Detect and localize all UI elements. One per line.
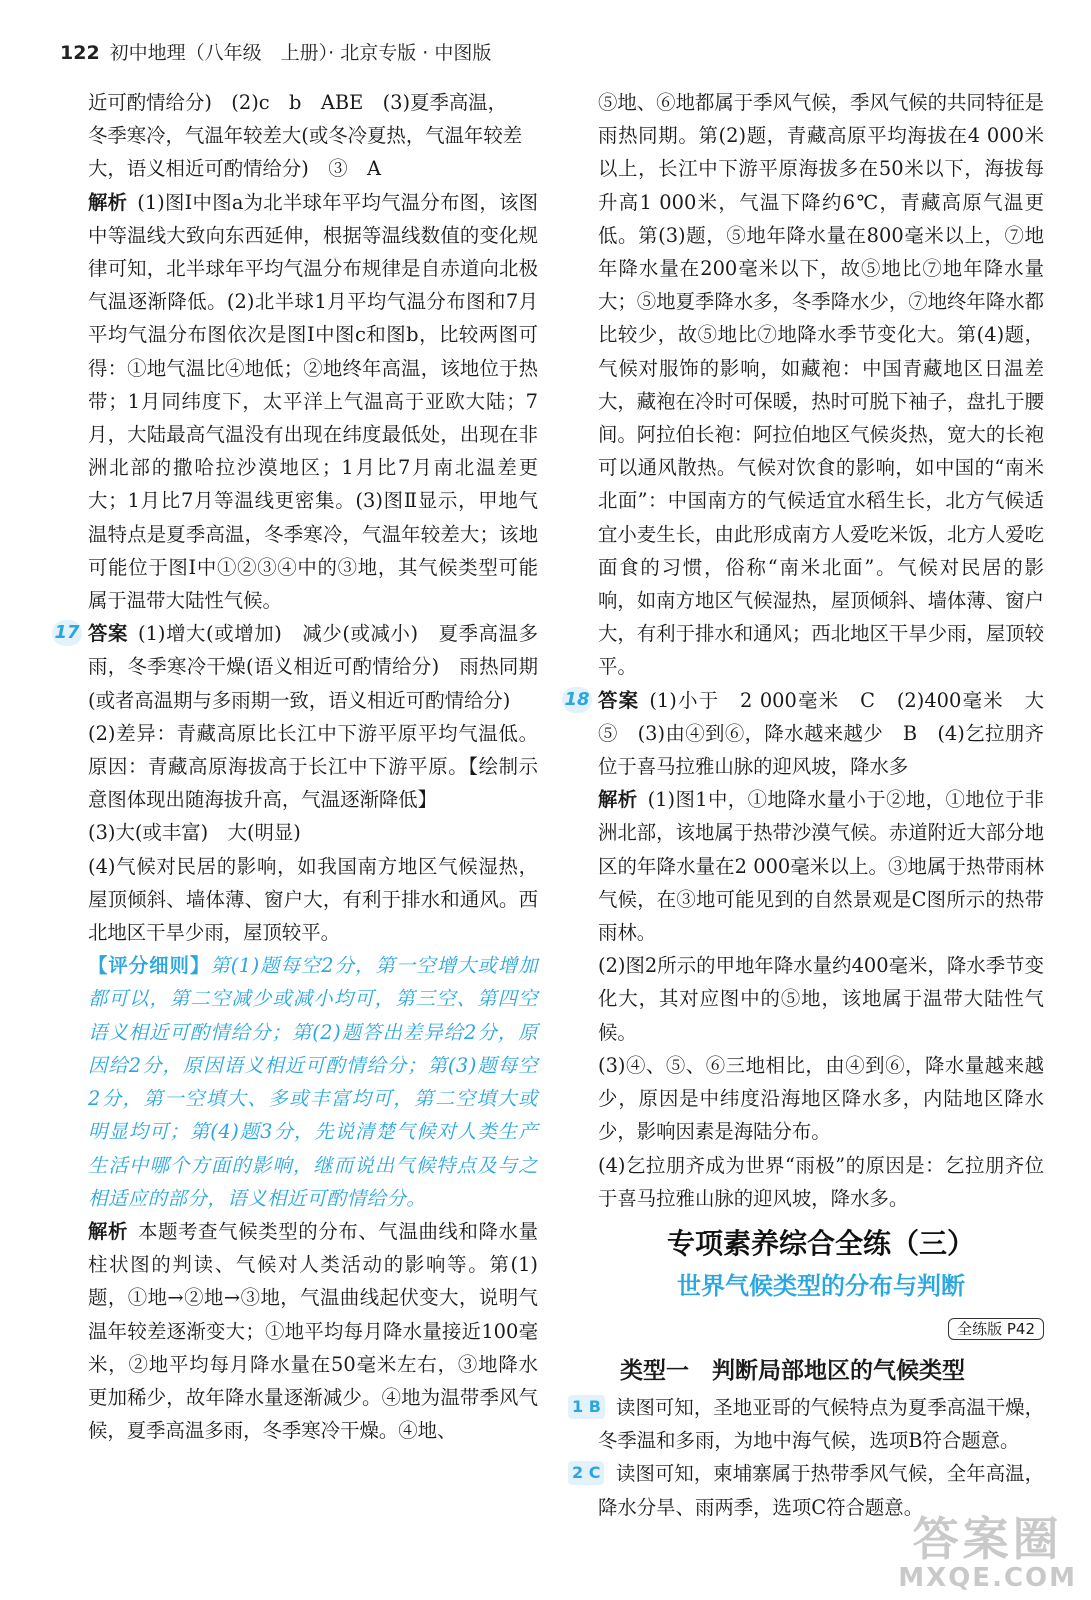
- item-text: 读图可知，圣地亚哥的气候特点为夏季高温干燥，冬季温和多雨，为地中海气候，选项B符合题意。: [598, 1395, 1044, 1453]
- answer-18: [564, 684, 1064, 784]
- continued-line: 近可酌情给分) (2)c b ABE (3)夏季高温，: [88, 91, 508, 114]
- grading-rubric: [88, 949, 538, 1215]
- question-number-badge: 18: [562, 687, 592, 713]
- reference-row: [598, 1311, 1044, 1337]
- analysis-label: 解析: [598, 788, 638, 812]
- analysis-text: (1)图1中，①地降水量小于②地，①地位于非洲北部，该地属于热带沙漠气候。赤道附近大部分地区的年降水量在2 000毫米以上。③地属于热带雨林气候，在③地可能见到的自然景观是C图所示的热带雨林。: [598, 788, 1045, 945]
- watermark-url: MXQE.COM: [898, 1563, 1077, 1593]
- book-title: 初中地理（八年级 上册）· 北京专版 · 中图版: [109, 42, 492, 64]
- analysis-18-part2: (2)图2所示的甲地年降水量约400毫米，降水季节变化大，其对应图中的⑤地，该地属于温带大陆性气候。: [598, 954, 1044, 1044]
- answer-text: (1)小于 2 000毫米 C (2)400毫米 大 ⑤ (3)由④到⑥，降水越来越少 B (4)乞拉朋齐位于喜马拉雅山脉的迎风坡，降水多: [598, 688, 1064, 779]
- item-1: [572, 1391, 1044, 1457]
- watermark-logo: [898, 1514, 1077, 1592]
- analysis-18: [598, 783, 1044, 949]
- page-number: 122: [60, 42, 100, 64]
- analysis-18-part4: (4)乞拉朋齐成为世界“雨极”的原因是：乞拉朋齐位于喜马拉雅山脉的迎风坡，降水多。: [598, 1153, 1044, 1210]
- answer-label: 答案: [598, 688, 640, 712]
- question-number-badge: 17: [52, 620, 82, 646]
- analysis-text: 本题考查气候类型的分布、气温曲线和降水量柱状图的判读、气候对人类活动的影响等。第(1)题，①地→②地→③地，气温曲线起伏变大，说明气温年较差逐渐变大；①地平均每月降水量接近100毫米，②地平均每月降水量在50毫米左右，③地降水更加稀少，故年降水量逐渐减少。④地为温带季风气候，夏季高温多雨，冬季寒冷干燥。④地、: [88, 1219, 539, 1443]
- left-column: [54, 86, 539, 1447]
- analysis-17-continued: ⑤地、⑥地都属于季风气候，季风气候的共同特征是雨热同期。第(2)题，青藏高原平均海拔在4 000米以上，长江中下游平原海拔多在50米以下，海拔每升高1 000米，气温下降约6℃，青藏高原气温更低。第(3)题，⑤地年降水量在800毫米以上，⑦地年降水量在200毫米以下，故⑤地比⑦地年降水量大；⑤地夏季降水多，冬季降水少，⑦地终年降水都比较少，故⑤地比⑦地降水季节变化大。第(4)题，气候对服饰的影响，如藏袍：中国青藏地区日温差大，藏袍在冷时可保暖，热时可脱下袖子，盘扎于腰间。阿拉伯长袍：阿拉伯地区气候炎热，宽大的长袍可以通风散热。气候对饮食的影响，如中国的“南米北面”：中国南方的气候适宜水稻生长，北方气候适宜小麦生长，由此形成南方人爱吃米饭，北方人爱吃面食的习惯，俗称“南米北面”。气候对民居的影响，如南方地区气候湿热，屋顶倾斜、墙体薄、窗户大，有利于排水和通风；西北地区干旱少雨，屋顶较平。: [598, 91, 1044, 679]
- item-number-badge: 2 C: [568, 1461, 604, 1485]
- grading-text: 第(1)题每空2分，第一空增大或增加都可以，第二空减少或减小均可，第三空、第四空语义相近可酌情给分；第(2)题答出差异给2分，原因给2分，原因语义相近可酌情给分；第(3)题每空2分，第一空填大、多或丰富均可，第二空填大或明显均可；第(4)题3分，先说清楚气候对人类生产生活中哪个方面的影响，继而说出气候特点及与之相适应的部分，语义相近可酌情给分。: [88, 954, 538, 1210]
- answer-label: 答案: [88, 622, 128, 646]
- watermark-text: 答案圈: [912, 1512, 1063, 1566]
- item-number-badge: 1 B: [568, 1395, 605, 1419]
- analysis-label: 解析: [88, 190, 128, 214]
- reference-badge: 全练版 P42: [948, 1318, 1044, 1340]
- continued-line: 大，语义相近可酌情给分) ③ A: [88, 157, 382, 181]
- answer-17-part3: (3)大(或丰富) 大(明显): [88, 821, 301, 845]
- section-subtitle: 世界气候类型的分布与判断: [677, 1271, 965, 1300]
- page-header: [60, 38, 491, 65]
- answer-text: (1)增大(或增加) 减少(或减小) 夏季高温多雨，冬季寒冷干燥(语义相近可酌情给分) 雨热同期(或者高温期与多雨期一致，语义相近可酌情给分): [88, 622, 539, 712]
- continued-line: 冬季寒冷，气温年较差大(或冬冷夏热，气温年较差: [88, 124, 523, 148]
- type-heading: 类型一 判断局部地区的气候类型: [620, 1357, 965, 1384]
- analysis-text: (1)图Ⅰ中图a为北半球年平均气温分布图，该图中等温线大致向东西延伸，根据等温线数值的变化规律可知，北半球年平均气温分布规律是自赤道向北极气温逐渐降低。(2)北半球1月平均气温分布图和7月平均气温分布图依次是图Ⅰ中图c和图b，比较两图可得：①地气温比④地低；②地终年高温，该地位于热带；1月同纬度下，太平洋上气温高于亚欧大陆；7月，大陆最高气温没有出现在纬度最低处，出现在非洲北部的撒哈拉沙漠地区；1月比7月南北温差更大；1月比7月等温线更密集。(3)图Ⅱ显示，甲地气温特点是夏季高温，冬季寒冷，气温年较差大；该地可能位于图Ⅰ中①②③④中的③地，其气候类型可能属于温带大陆性气候。: [88, 190, 538, 613]
- analysis-16: [88, 186, 538, 618]
- analysis-17: [88, 1215, 538, 1447]
- analysis-18-part3: (3)④、⑤、⑥三地相比，由④到⑥，降水量越来越少，原因是中纬度沿海地区降水多，内陆地区降水少，影响因素是海陆分布。: [598, 1053, 1044, 1144]
- answer-17-part4: (4)气候对民居的影响，如我国南方地区气候湿热，屋顶倾斜、墙体薄、窗户大，有利于排水和通风。西北地区干旱少雨，屋顶较平。: [88, 854, 538, 945]
- grading-label: 【评分细则】: [88, 954, 211, 978]
- answer-17: [54, 617, 539, 717]
- right-column: [564, 86, 1064, 1524]
- section-title: 专项素养综合全练（三）: [666, 1226, 975, 1260]
- analysis-label: 解析: [88, 1219, 129, 1243]
- answer-17-part2: (2)差异：青藏高原比长江中下游平原平均气温低。原因：青藏高原海拔高于长江中下游平原。【绘制示意图体现出随海拔升高，气温逐渐降低】: [88, 721, 538, 812]
- item-text: 读图可知，柬埔寨属于热带季风气候，全年高温，降水分旱、雨两季，选项C符合题意。: [598, 1462, 1044, 1519]
